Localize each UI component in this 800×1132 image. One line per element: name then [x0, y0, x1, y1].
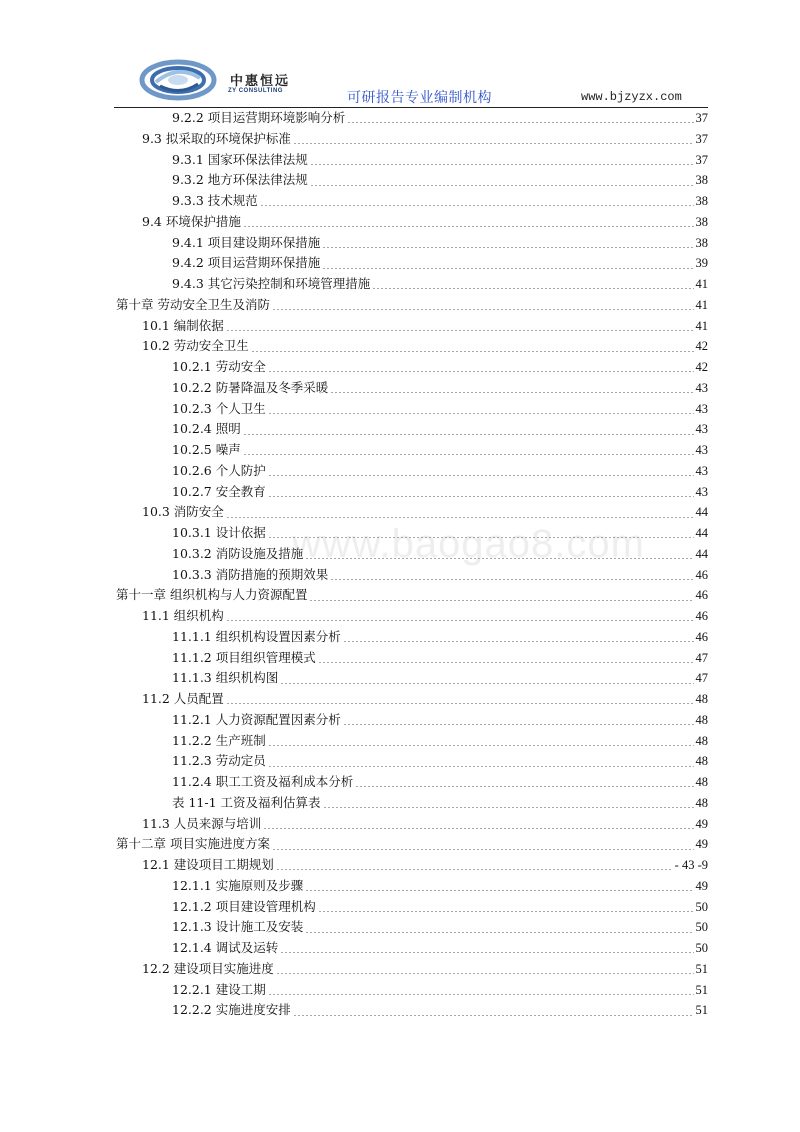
toc-entry-page: 49: [695, 816, 708, 831]
toc-entry-page: 37: [695, 131, 708, 146]
toc-entry-page: 38: [695, 194, 708, 209]
toc-entry-title: 11.1.2 项目组织管理模式: [172, 649, 316, 665]
toc-dot-leader: [243, 434, 694, 435]
toc-entry-page: 46: [695, 588, 708, 603]
toc-entry-page: 38: [695, 173, 708, 188]
toc-entry-page: 50: [695, 920, 708, 935]
toc-entry[interactable]: [116, 1000, 708, 1021]
toc-entry-page: 49: [695, 878, 708, 893]
toc-entry-page: 37: [695, 111, 708, 126]
toc-entry-title: 10.1 编制依据: [142, 317, 224, 333]
toc-entry[interactable]: [116, 461, 708, 482]
toc-entry-page: 46: [695, 609, 708, 624]
toc-dot-leader: [226, 330, 694, 331]
toc-entry-page: 48: [695, 712, 708, 727]
toc-dot-leader: [310, 185, 694, 186]
toc-dot-leader: [268, 537, 694, 538]
toc-entry-page: 46: [695, 567, 708, 582]
toc-entry-title: 10.2.3 个人卫生: [172, 400, 266, 416]
toc-dot-leader: [305, 558, 693, 559]
toc-entry-title: 12.1.2 项目建设管理机构: [172, 898, 316, 914]
toc-dot-leader: [280, 952, 693, 953]
toc-entry[interactable]: [116, 648, 708, 669]
toc-entry-title: 9.4 环境保护措施: [142, 213, 241, 229]
logo-chinese-name: 中惠恒远: [230, 74, 291, 89]
toc-dot-leader: [347, 122, 693, 123]
toc-dot-leader: [272, 849, 694, 850]
toc-entry-page: 46: [695, 629, 708, 644]
toc-entry[interactable]: [116, 710, 708, 731]
toc-entry-page: 43: [695, 422, 708, 437]
toc-entry[interactable]: [116, 855, 708, 876]
toc-entry[interactable]: [116, 233, 708, 254]
toc-entry-page: 42: [695, 339, 708, 354]
toc-entry[interactable]: [116, 108, 708, 129]
toc-entry-page: 38: [695, 235, 708, 250]
toc-entry-title: 10.3.2 消防设施及措施: [172, 545, 304, 561]
toc-entry[interactable]: [116, 751, 708, 772]
toc-entry[interactable]: [116, 440, 708, 461]
toc-entry[interactable]: [116, 772, 708, 793]
toc-dot-leader: [268, 371, 694, 372]
toc-entry[interactable]: [116, 980, 708, 1001]
toc-entry[interactable]: [116, 627, 708, 648]
toc-entry[interactable]: [116, 897, 708, 918]
toc-entry-page: 47: [695, 671, 708, 686]
toc-entry-title: 11.1.1 组织机构设置因素分析: [172, 628, 341, 644]
toc-entry[interactable]: [116, 191, 708, 212]
toc-dot-leader: [268, 413, 694, 414]
toc-entry-page: 43: [695, 463, 708, 478]
toc-entry[interactable]: [116, 253, 708, 274]
toc-entry-page: 51: [695, 961, 708, 976]
toc-entry-page: 50: [695, 899, 708, 914]
toc-entry-title: 10.2.6 个人防护: [172, 462, 266, 478]
toc-entry-title: 表 11-1 工资及福利估算表: [172, 794, 321, 810]
toc-entry-title: 第十二章 项目实施进度方案: [116, 836, 270, 852]
page-header: [0, 0, 800, 112]
logo-english-name: ZY CONSULTING: [228, 88, 283, 94]
toc-entry[interactable]: [116, 876, 708, 897]
toc-entry-title: 11.2.1 人力资源配置因素分析: [172, 711, 341, 727]
toc-entry[interactable]: [116, 150, 708, 171]
toc-entry[interactable]: [116, 170, 708, 191]
toc-entry[interactable]: [116, 336, 708, 357]
toc-dot-leader: [268, 496, 694, 497]
toc-dot-leader: [263, 828, 693, 829]
toc-dot-leader: [293, 143, 694, 144]
organization-tagline: 可研报告专业编制机构: [347, 90, 492, 106]
toc-entry-title: 第十章 劳动安全卫生及消防: [116, 296, 270, 312]
toc-entry-page: 43: [695, 443, 708, 458]
toc-entry-title: 第十一章 组织机构与人力资源配置: [116, 587, 308, 603]
toc-entry[interactable]: [116, 544, 708, 565]
toc-entry-title: 12.1.4 调试及运转: [172, 940, 279, 956]
toc-dot-leader: [243, 226, 694, 227]
toc-dot-leader: [318, 662, 694, 663]
toc-entry-page: 38: [695, 214, 708, 229]
toc-entry[interactable]: [116, 295, 708, 316]
toc-dot-leader: [372, 288, 693, 289]
toc-dot-leader: [305, 890, 693, 891]
toc-entry[interactable]: [116, 129, 708, 150]
toc-entry-title: 9.3.1 国家环保法律法规: [172, 151, 308, 167]
toc-entry[interactable]: [116, 668, 708, 689]
toc-entry-page: 41: [695, 297, 708, 312]
zy-consulting-logo-icon: [138, 56, 228, 102]
toc-entry-title: 9.4.1 项目建设期环保措施: [172, 234, 321, 250]
toc-entry-page: 48: [695, 795, 708, 810]
toc-entry[interactable]: [116, 419, 708, 440]
toc-dot-leader: [305, 932, 693, 933]
toc-entry[interactable]: [116, 523, 708, 544]
toc-entry[interactable]: [116, 731, 708, 752]
toc-entry-page: 48: [695, 754, 708, 769]
toc-entry[interactable]: [116, 565, 708, 586]
toc-dot-leader: [268, 745, 694, 746]
toc-dot-leader: [343, 641, 694, 642]
toc-dot-leader: [343, 724, 694, 725]
toc-entry-page: 50: [695, 941, 708, 956]
toc-entry-page: 48: [695, 692, 708, 707]
toc-entry-page: 41: [695, 277, 708, 292]
toc-entry-title: 10.3.3 消防措施的预期效果: [172, 566, 329, 582]
toc-entry-page: 41: [695, 318, 708, 333]
toc-entry-title: 12.1.1 实施原则及步骤: [172, 877, 304, 893]
toc-entry[interactable]: [116, 793, 708, 814]
toc-entry-page: 43: [695, 401, 708, 416]
toc-entry-title: 11.2.3 劳动定员: [172, 753, 266, 769]
toc-dot-leader: [293, 1015, 694, 1016]
toc-dot-leader: [318, 911, 694, 912]
toc-entry[interactable]: [116, 917, 708, 938]
toc-entry-page: 49: [695, 837, 708, 852]
toc-entry-title: 12.2 建设项目实施进度: [142, 960, 274, 976]
toc-entry-title: 10.2.5 噪声: [172, 442, 241, 458]
toc-entry-title: 11.2.4 职工工资及福利成本分析: [172, 774, 354, 790]
toc-entry-title: 11.2.2 生产班制: [172, 732, 266, 748]
toc-entry[interactable]: [116, 502, 708, 523]
toc-entry-title: 10.2.1 劳动安全: [172, 359, 266, 375]
toc-entry-page: 44: [695, 526, 708, 541]
toc-entry-title: 9.2.2 项目运营期环境影响分析: [172, 110, 346, 126]
toc-dot-leader: [355, 786, 693, 787]
toc-dot-leader: [330, 579, 693, 580]
toc-entry-page: 42: [695, 360, 708, 375]
toc-entry-title: 11.1 组织机构: [142, 608, 224, 624]
toc-dot-leader: [323, 807, 694, 808]
toc-dot-leader: [330, 392, 693, 393]
toc-dot-leader: [268, 766, 694, 767]
toc-dot-leader: [268, 994, 694, 995]
toc-dot-leader: [260, 205, 694, 206]
toc-entry[interactable]: [116, 689, 708, 710]
toc-entry-title: 9.3.2 地方环保法律法规: [172, 172, 308, 188]
toc-entry-page: 48: [695, 733, 708, 748]
website-url[interactable]: www.bjzyzx.com: [581, 90, 682, 104]
toc-dot-leader: [276, 869, 673, 870]
toc-entry-title: 10.2.2 防暑降温及冬季采暖: [172, 379, 329, 395]
toc-entry-title: 12.1.3 设计施工及安装: [172, 919, 304, 935]
toc-entry[interactable]: [116, 814, 708, 835]
watermark: www.baogao8.com: [292, 522, 645, 566]
toc-entry[interactable]: [116, 482, 708, 503]
toc-entry-page: 44: [695, 546, 708, 561]
toc-entry-title: 9.4.2 项目运营期环保措施: [172, 255, 321, 271]
toc-dot-leader: [226, 620, 694, 621]
toc-entry[interactable]: [116, 606, 708, 627]
toc-entry-page: 51: [695, 982, 708, 997]
toc-entry-page: - 43 -9: [674, 858, 708, 873]
toc-entry-title: 10.2.7 安全教育: [172, 483, 266, 499]
toc-entry-title: 10.3.1 设计依据: [172, 525, 266, 541]
toc-entry[interactable]: [116, 316, 708, 337]
toc-dot-leader: [322, 247, 693, 248]
toc-entry-title: 10.2.4 照明: [172, 421, 241, 437]
toc-entry[interactable]: [116, 959, 708, 980]
toc-entry-page: 43: [695, 380, 708, 395]
toc-entry-title: 10.3 消防安全: [142, 504, 224, 520]
toc-dot-leader: [280, 683, 693, 684]
toc-dot-leader: [226, 703, 694, 704]
toc-entry-page: 43: [695, 484, 708, 499]
toc-entry[interactable]: [116, 834, 708, 855]
toc-entry-page: 48: [695, 775, 708, 790]
toc-entry[interactable]: [116, 938, 708, 959]
toc-entry[interactable]: [116, 399, 708, 420]
toc-entry[interactable]: [116, 378, 708, 399]
toc-entry-title: 11.1.3 组织机构图: [172, 670, 279, 686]
toc-dot-leader: [243, 454, 694, 455]
toc-entry[interactable]: [116, 212, 708, 233]
toc-dot-leader: [322, 268, 693, 269]
toc-entry-title: 12.2.1 建设工期: [172, 981, 266, 997]
toc-entry-title: 11.2 人员配置: [142, 691, 224, 707]
toc-entry-title: 10.2 劳动安全卫生: [142, 338, 249, 354]
toc-dot-leader: [268, 475, 694, 476]
toc-dot-leader: [276, 973, 694, 974]
toc-entry[interactable]: [116, 274, 708, 295]
toc-entry-title: 12.2.2 实施进度安排: [172, 1002, 291, 1018]
toc-entry-page: 51: [695, 1003, 708, 1018]
toc-entry-title: 11.3 人员来源与培训: [142, 815, 262, 831]
toc-dot-leader: [310, 164, 694, 165]
toc-dot-leader: [309, 600, 693, 601]
toc-entry-title: 12.1 建设项目工期规划: [142, 857, 274, 873]
toc-entry-page: 39: [695, 256, 708, 271]
toc-entry-page: 44: [695, 505, 708, 520]
toc-entry-title: 9.4.3 其它污染控制和环境管理措施: [172, 276, 371, 292]
toc-entry-page: 47: [695, 650, 708, 665]
table-of-contents: [116, 108, 708, 1021]
toc-entry-title: 9.3.3 技术规范: [172, 193, 258, 209]
toc-entry-page: 37: [695, 152, 708, 167]
toc-entry[interactable]: [116, 585, 708, 606]
toc-dot-leader: [272, 309, 694, 310]
toc-entry[interactable]: [116, 357, 708, 378]
toc-dot-leader: [226, 517, 694, 518]
toc-entry-title: 9.3 拟采取的环境保护标准: [142, 130, 291, 146]
toc-dot-leader: [251, 351, 694, 352]
